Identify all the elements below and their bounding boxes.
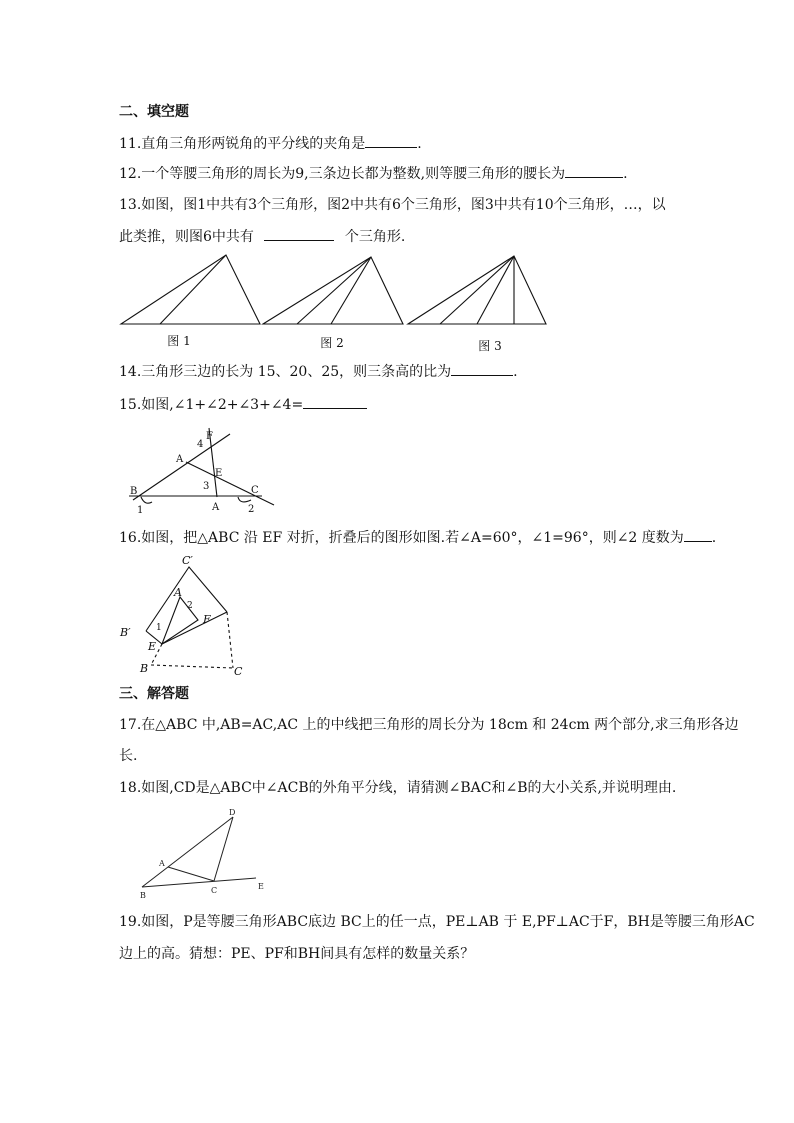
label-1: 1	[156, 623, 162, 633]
label-b-prime: B′	[120, 626, 131, 639]
question-19-line-2: 边上的高。猜想：PE、PF和BH间具有怎样的数量关系？	[119, 946, 475, 962]
section-heading-fill-blank: 二、填空题	[119, 104, 189, 120]
question-12-text: 12.一个等腰三角形的周长为9,三条边长都为整数,则等腰三角形的腰长为	[119, 166, 566, 182]
label-2: 2	[248, 504, 255, 515]
label-2: 2	[187, 601, 193, 611]
label-e: E	[258, 882, 264, 891]
question-13-text-b: 个三角形.	[344, 229, 406, 245]
label-b: B	[140, 891, 146, 900]
label-c: C	[211, 886, 218, 895]
question-19-line-1: 19.如图，P是等腰三角形ABC底边 BC上的任一点，PE⊥AB 于 E,PF⊥AC于F，BH是等腰三角形AC	[119, 914, 755, 930]
question-14-text: 14.三角形三边的长为 15、20、25，则三条高的比为	[119, 364, 452, 380]
figure-1-caption: 图 1	[167, 334, 191, 348]
question-13-text-a: 此类推，则图6中共有	[119, 229, 254, 245]
question-18: 18.如图,CD是△ABC中∠ACB的外角平分线，请猜测∠BAC和∠B的大小关系,并说明理由.	[119, 780, 677, 796]
label-a: A	[174, 586, 182, 599]
question-17-line-1: 17.在△ABC 中,AB=AC,AC 上的中线把三角形的周长分为 18cm 和 24cm 两个部分,求三角形各边	[119, 717, 739, 733]
label-f: F	[206, 431, 213, 442]
label-e: E	[148, 640, 157, 653]
label-1: 1	[137, 505, 144, 516]
question-16-text: 16.如图，把△ABC 沿 EF 对折，折叠后的图形如图.若∠A=60°，∠1=96°，则∠2 度数为	[119, 530, 684, 546]
question-15-text: 15.如图,∠1+∠2+∠3+∠4=	[119, 397, 304, 413]
label-a-top: A	[176, 454, 184, 465]
line-b-e	[142, 878, 256, 887]
label-a-bottom: A	[212, 502, 220, 513]
figure-3-caption: 图 3	[478, 339, 502, 353]
question-14-end: .	[513, 364, 518, 380]
label-c-prime: C′	[182, 554, 193, 567]
segment-a-c	[168, 867, 214, 881]
bisector-c-d	[214, 817, 233, 881]
figure-2-caption: 图 2	[320, 336, 344, 350]
label-b: B	[130, 486, 138, 497]
label-f: F	[203, 613, 211, 626]
label-d: D	[229, 808, 236, 817]
question-13-line-1: 13.如图，图1中共有3个三角形，图2中共有6个三角形，图3中共有10个三角形，…，以	[119, 197, 666, 213]
label-e: E	[215, 468, 223, 479]
label-a: A	[159, 859, 165, 868]
question-11-text: 11.直角三角形两锐角的平分线的夹角是	[119, 136, 366, 152]
question-11-end: .	[417, 136, 422, 152]
question-16-end: .	[711, 530, 717, 546]
question-17-line-2: 长.	[119, 748, 138, 764]
label-c: C	[251, 485, 259, 496]
label-c: C	[234, 665, 243, 678]
label-3: 3	[203, 481, 210, 492]
label-b: B	[140, 662, 149, 675]
line-b-d	[142, 817, 233, 887]
label-4: 4	[197, 439, 204, 450]
question-12-end: .	[623, 166, 628, 182]
section-heading-answer: 三、解答题	[119, 686, 189, 702]
